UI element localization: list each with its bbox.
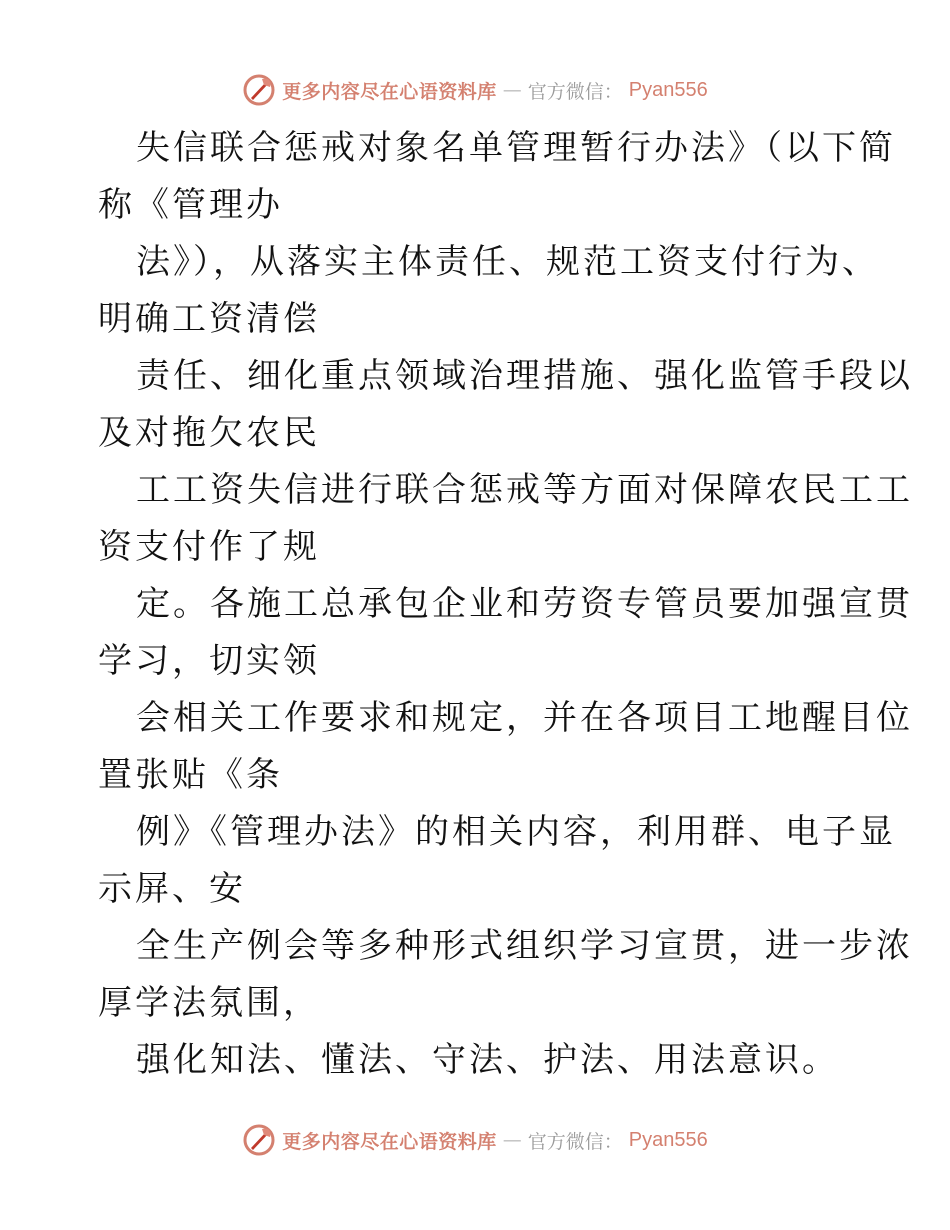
text-line: 责任、细化重点领域治理措施、强化监管手段以 xyxy=(136,356,913,396)
watermark-wechat-id: Pyan556 xyxy=(628,78,708,101)
text-line: 称《管理办 xyxy=(98,185,283,225)
watermark-dash: — xyxy=(502,1129,522,1151)
watermark-promo-text: 更多内容尽在心语资料库 xyxy=(282,1130,497,1153)
footer-watermark xyxy=(0,1120,950,1160)
text-line: 厚学法氛围， xyxy=(98,983,320,1023)
text-line: 工工资失信进行联合惩戒等方面对保障农民工工 xyxy=(136,470,913,510)
text-line: 学习，切实领 xyxy=(98,641,320,681)
text-line: 失信联合惩戒对象名单管理暂行办法》（以下简 xyxy=(136,128,896,168)
text-line: 置张贴《条 xyxy=(98,755,283,795)
text-line: 会相关工作要求和规定，并在各项目工地醒目位 xyxy=(136,698,913,738)
watermark-official-label: 官方微信： xyxy=(527,1130,623,1153)
feather-pen-icon xyxy=(242,1123,276,1157)
text-line: 明确工资清偿 xyxy=(98,299,320,339)
text-line: 强化知法、懂法、守法、护法、用法意识。 xyxy=(136,1040,839,1080)
text-line: 例》《管理办法》的相关内容，利用群、电子显 xyxy=(136,812,896,852)
text-line: 示屏、安 xyxy=(98,869,246,909)
document-body xyxy=(98,120,913,1089)
watermark-wechat-id: Pyan556 xyxy=(628,1128,708,1151)
feather-pen-icon xyxy=(242,73,276,107)
header-watermark xyxy=(0,70,950,110)
watermark-promo-text: 更多内容尽在心语资料库 xyxy=(282,80,497,103)
watermark-dash: — xyxy=(502,79,522,101)
text-line: 资支付作了规 xyxy=(98,527,320,567)
text-line: 法》），从落实主体责任、规范工资支付行为、 xyxy=(136,242,879,282)
text-line: 定。各施工总承包企业和劳资专管员要加强宣贯 xyxy=(136,584,913,624)
text-line: 全生产例会等多种形式组织学习宣贯，进一步浓 xyxy=(136,926,913,966)
watermark-official-label: 官方微信： xyxy=(527,80,623,103)
text-line: 及对拖欠农民 xyxy=(98,413,320,453)
